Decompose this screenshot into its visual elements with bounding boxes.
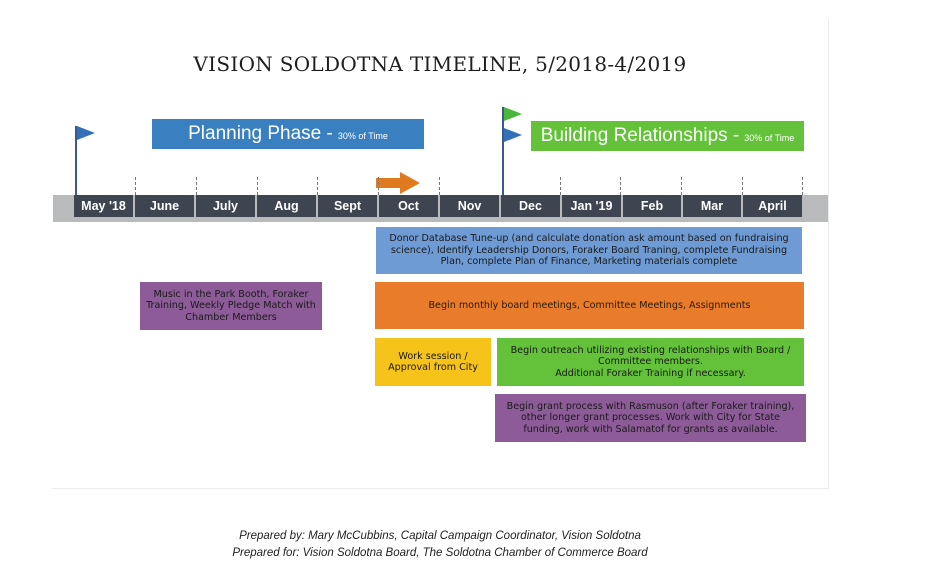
month-jan: Jan '19 — [562, 195, 621, 217]
month-oct: Oct — [379, 195, 438, 217]
planning-phase-percent: 30% of Time — [337, 130, 388, 141]
month-divider — [135, 177, 136, 195]
month-feb: Feb — [623, 195, 681, 217]
outreach-activity — [497, 338, 804, 386]
board-meetings-activity: Begin monthly board meetings, Committee Meetings, Assignments — [375, 282, 804, 329]
month-divider — [742, 177, 743, 195]
building-phase-label: Building Relationships - — [540, 125, 740, 146]
month-divider — [257, 177, 258, 195]
green-flag-icon — [504, 107, 522, 121]
grant-process-activity: Begin grant process with Rasmuson (after Foraker training), other longer grant processes. Work with City for State funding, work with Salamatof for grants as available. — [495, 394, 806, 442]
month-divider — [378, 177, 379, 195]
planning-phase-banner — [152, 119, 424, 149]
orange-arrow-icon — [376, 172, 420, 194]
music-park-activity: Music in the Park Booth, Foraker Training, Weekly Pledge Match with Chamber Members — [140, 282, 322, 330]
month-sept: Sept — [318, 195, 377, 217]
blue-flag-icon — [77, 126, 95, 140]
month-july: July — [196, 195, 255, 217]
prepared-for: Prepared for: Vision Soldotna Board, The Soldotna Chamber of Commerce Board — [232, 547, 648, 559]
page-title: VISION SOLDOTNA TIMELINE, 5/2018-4/2019 — [193, 52, 687, 76]
month-nov: Nov — [440, 195, 499, 217]
building-phase-percent: 30% of Time — [744, 132, 795, 143]
month-may: May '18 — [74, 195, 133, 217]
outreach-line-1: Begin outreach utilizing existing relationships with Board / Committee members. — [510, 344, 791, 368]
building-phase-banner — [531, 121, 804, 151]
month-mar: Mar — [683, 195, 741, 217]
month-april: April — [743, 195, 802, 217]
month-divider — [560, 177, 561, 195]
month-divider — [802, 177, 803, 195]
prepared-by: Prepared by: Mary McCubbins, Capital Campaign Coordinator, Vision Soldotna — [239, 530, 641, 542]
work-session-activity: Work session / Approval from City — [375, 338, 491, 386]
month-divider — [317, 177, 318, 195]
outreach-line-2: Additional Foraker Training if necessary. — [555, 367, 746, 379]
donor-database-activity: Donor Database Tune-up (and calculate donation ask amount based on fundraising science), Identify Leadership Donors, Foraker Board Traning, complete Fundraising Plan, complete Plan of Finance, Marketing materials complete — [376, 227, 802, 274]
month-divider — [620, 177, 621, 195]
month-divider — [196, 177, 197, 195]
month-divider — [681, 177, 682, 195]
month-divider — [439, 177, 440, 195]
planning-phase-label: Planning Phase - — [188, 123, 333, 144]
month-dec: Dec — [501, 195, 560, 217]
month-june: June — [135, 195, 194, 217]
month-aug: Aug — [257, 195, 316, 217]
blue-flag-icon — [504, 128, 522, 142]
